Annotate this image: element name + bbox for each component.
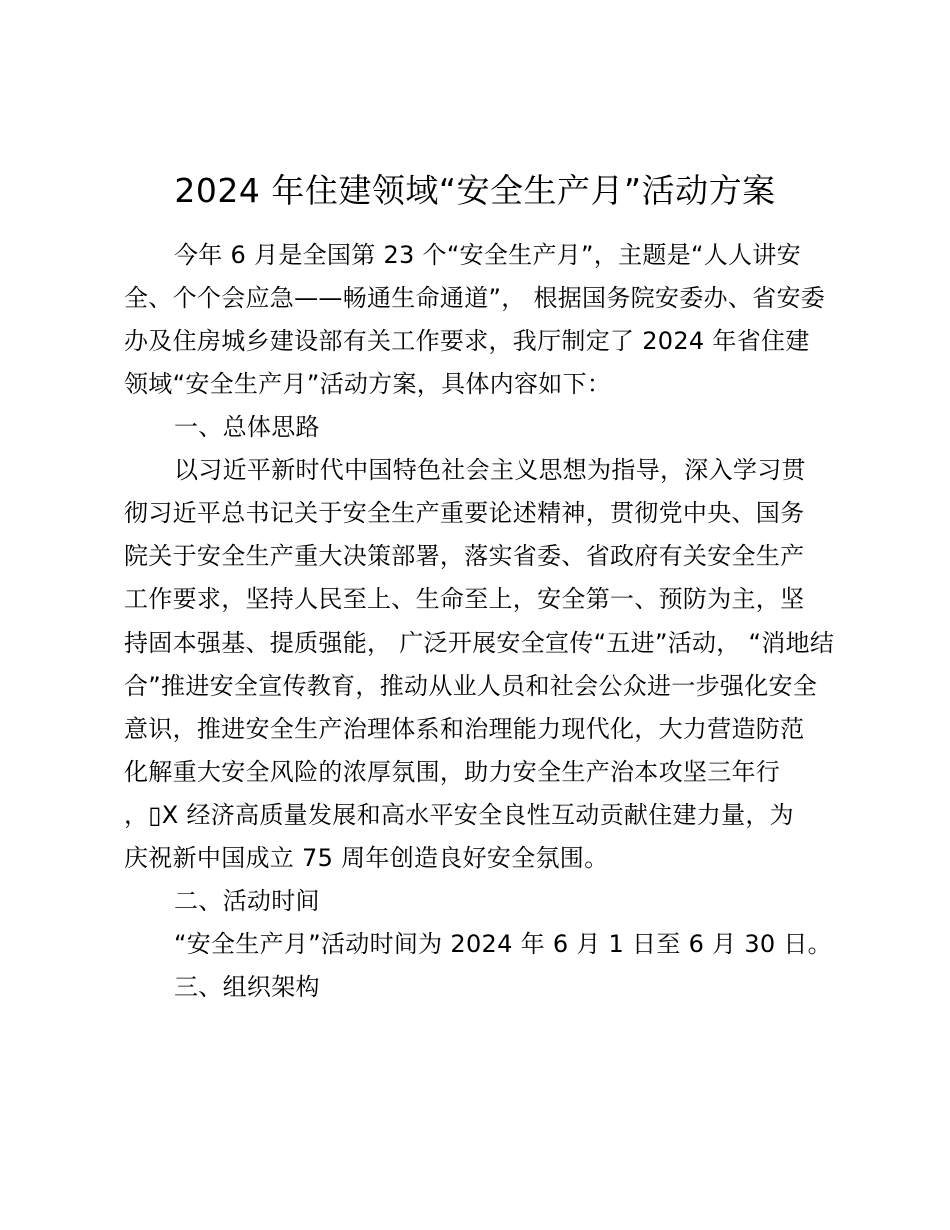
section-heading-3: 三、组织架构 — [174, 973, 320, 1001]
document-title: 2024 年住建领域“安全生产月”活动方案 — [174, 171, 776, 210]
paragraph-approach-line-3: 院关于安全生产重大决策部署，落实省委、省政府有关安全生产 — [124, 542, 805, 570]
paragraph-approach-line-6: 合”推进安全宣传教育，推动从业人员和社会公众进一步强化安全 — [124, 672, 818, 700]
paragraph-approach-line-1: 以习近平新时代中国特色社会主义思想为指导，深入学习贯 — [174, 456, 806, 484]
paragraph-approach-line-4: 工作要求，坚持人民至上、生命至上，安全第一、预防为主，坚 — [124, 585, 805, 613]
paragraph-approach-line-9: ，▯X 经济高质量发展和高水平安全良性互动贡献住建力量，为 — [124, 801, 794, 829]
paragraph-time: “安全生产月”活动时间为 2024 年 6 月 1 日至 6 月 30 日。 — [174, 930, 832, 958]
paragraph-approach-line-7: 意识，推进安全生产治理体系和治理能力现代化，大力营造防范 — [124, 715, 805, 743]
section-heading-1: 一、总体思路 — [174, 413, 320, 441]
paragraph-intro-line-3: 办及住房城乡建设部有关工作要求，我厅制定了 2024 年省住建 — [124, 327, 810, 355]
paragraph-approach-line-8: 化解重大安全风险的浓厚氛围，助力安全生产治本攻坚三年行 — [124, 758, 781, 786]
section-heading-2: 二、活动时间 — [174, 887, 320, 915]
paragraph-intro-line-4: 领域“安全生产月”活动方案，具体内容如下： — [124, 370, 612, 398]
paragraph-intro-line-2: 全、个个会应急——畅通生命通道”， 根据国务院安委办、省安委 — [124, 284, 826, 312]
paragraph-approach-line-2: 彻习近平总书记关于安全生产重要论述精神，贯彻党中央、国务 — [124, 499, 805, 527]
paragraph-intro-line-1: 今年 6 月是全国第 23 个“安全生产月”，主题是“人人讲安 — [174, 241, 801, 269]
paragraph-approach-line-10: 庆祝新中国成立 75 周年创造良好安全氛围。 — [124, 844, 609, 872]
paragraph-approach-line-5: 持固本强基、提质强能， 广泛开展安全宣传“五进”活动， “消地结 — [124, 629, 835, 657]
